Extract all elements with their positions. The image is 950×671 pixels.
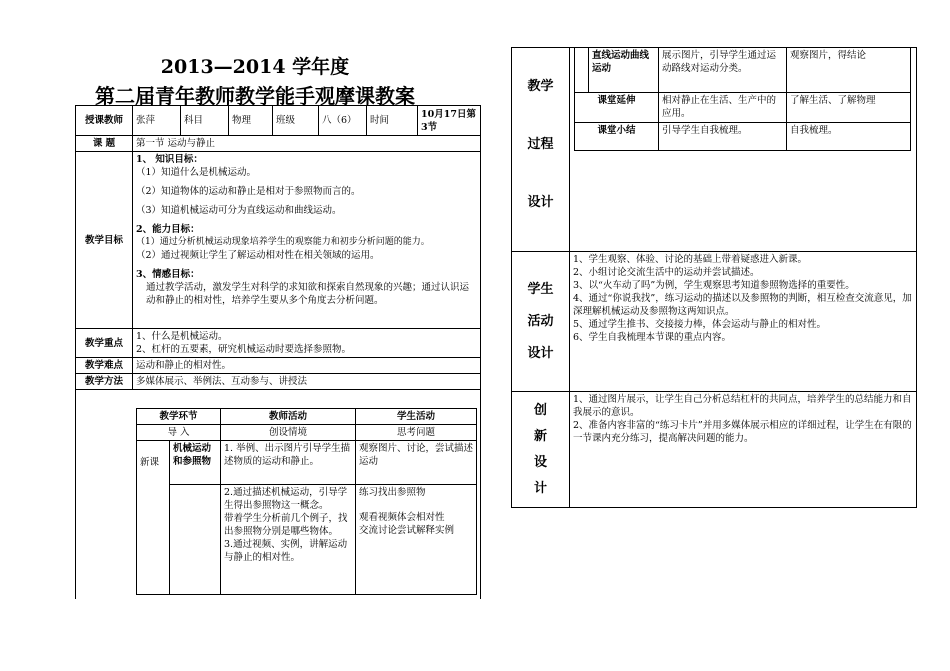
continuation-blank	[575, 48, 589, 92]
teacher-value: 张萍	[133, 106, 181, 136]
student-design-content	[570, 252, 917, 392]
emotion-heading: 3、情感目标：	[136, 269, 200, 280]
topic-label: 课 题	[76, 136, 133, 152]
methods-label: 教学方法	[76, 374, 133, 390]
section-title: 机械运动和参照物	[170, 441, 221, 485]
summary-student: 自我梳理。	[787, 122, 911, 150]
intro-stage: 导 入	[137, 425, 221, 441]
summary-title: 课堂小结	[575, 122, 659, 150]
class-label: 班级	[273, 106, 319, 136]
innovation-item: 2、准备内容非富的“练习卡片”并用多媒体展示相应的详细过程，让学生在有限的一节课内充分练习，提高解决问题的能力。	[573, 420, 912, 444]
teacher-activity: 带着学生分析前几个例子，找出参照物分别是哪些物体。	[224, 513, 348, 537]
innovation-design-label	[512, 392, 570, 508]
process-design-label	[512, 48, 570, 252]
line-motion-student: 观察图片，得结论	[787, 48, 911, 92]
new-lesson-label: 新课	[137, 441, 170, 485]
subject-label: 科目	[181, 106, 229, 136]
extension-student: 了解生活、了解物理	[787, 92, 911, 122]
innovation-label-part: 计	[533, 480, 547, 496]
keypoint-item: 1、什么是机械运动。	[136, 331, 228, 342]
process-label-part: 过程	[527, 137, 554, 152]
section-blank	[170, 485, 221, 595]
teacher-activities	[221, 485, 356, 595]
methods-value: 多媒体展示、举例法、互动参与、讲授法	[133, 374, 481, 390]
process-inner-table	[136, 408, 477, 595]
student-design-item: 1、学生观察、体验、讨论的基础上带着疑惑进入新课。	[573, 254, 808, 265]
teacher-activity: 2.通过描述机械运动，引导学生得出参照物这一概念。	[224, 487, 348, 511]
teacher-activity: 1. 举例、出示图片引导学生描述物质的运动和静止。	[221, 441, 356, 485]
summary-teacher: 引导学生自我梳理。	[659, 122, 787, 150]
objectives-label: 教学目标	[76, 152, 133, 329]
student-design-label	[512, 252, 570, 392]
intro-student: 思考问题	[356, 425, 477, 441]
knowledge-heading: 1、 知识目标：	[136, 154, 203, 165]
keypoints-label: 教学重点	[76, 329, 133, 358]
time-label: 时间	[367, 106, 418, 136]
process-header-teacher: 教师活动	[221, 409, 356, 425]
ability-heading: 2、能力目标：	[136, 224, 200, 235]
emotion-text: 通过教学活动，激发学生对科学的求知欲和探索自然现象的兴趣；通过认识运动和静止的相对性，培养学生要从多个角度去分析问题。	[146, 282, 470, 306]
title-year: 2013—2014 学年度	[160, 56, 350, 78]
innovation-label-part: 新	[533, 428, 547, 444]
process-label-part: 教学	[527, 79, 554, 94]
topic-value: 第一节 运动与静止	[133, 136, 481, 152]
process-continuation-table	[574, 48, 911, 151]
extension-teacher: 相对静止在生活、生产中的应用。	[659, 92, 787, 122]
process-continuation	[570, 48, 917, 252]
new-lesson-spacer	[137, 485, 170, 595]
line-motion-title: 直线运动曲线运动	[589, 48, 659, 92]
student-label-part: 设计	[527, 345, 554, 361]
innovation-label-part: 创	[533, 402, 547, 418]
student-label-part: 学生	[527, 281, 554, 297]
student-design-item: 2、小组讨论交流生活中的运动并尝试描述。	[573, 267, 760, 278]
teacher-label: 授课教师	[76, 106, 133, 136]
keypoints-content	[133, 329, 481, 358]
student-label-part: 活动	[527, 313, 554, 329]
lesson-plan-table	[75, 105, 481, 599]
process-header-student: 学生活动	[356, 409, 477, 425]
process-header-stage: 教学环节	[137, 409, 221, 425]
student-activity: 练习找出参照物	[359, 487, 426, 498]
knowledge-item: （1）知道什么是机械运动。	[136, 167, 257, 178]
knowledge-item: （2）知道物体的运动和静止是相对于参照物而言的。	[136, 186, 361, 197]
student-activity: 观察图片、讨论，尝试描述运动	[356, 441, 477, 485]
innovation-design-content	[570, 392, 917, 508]
teacher-activity: 3.通过视频、实例，讲解运动与静止的相对性。	[224, 539, 348, 563]
student-design-item: 6、学生自我梳理本节课的重点内容。	[573, 332, 732, 343]
student-activities	[356, 485, 477, 595]
ability-item: （1）通过分析机械运动现象培养学生的观察能力和初步分析问题的能力。	[136, 237, 430, 247]
student-design-item: 5、通过学生推书、交接接力棒，体会运动与静止的相对性。	[573, 319, 827, 330]
student-activity: 观看视频体会相对性	[359, 512, 445, 523]
extension-title: 课堂延伸	[575, 92, 659, 122]
line-motion-teacher: 展示图片，引导学生通过运动路线对运动分类。	[659, 48, 787, 92]
right-design-table	[511, 47, 917, 508]
difficulty-value: 运动和静止的相对性。	[133, 358, 481, 374]
innovation-item: 1、通过图片展示，让学生自己分析总结杠杆的共同点，培养学生的总结能力和自我展示的意识。	[573, 394, 912, 418]
intro-teacher: 创设情境	[221, 425, 356, 441]
ability-item: （2）通过视频让学生了解运动相对性在相关领域的运用。	[136, 250, 380, 261]
student-design-item: 3、以“火车动了吗”为例，学生观察思考知道参照物选择的重要性。	[573, 280, 855, 291]
difficulty-label: 教学难点	[76, 358, 133, 374]
knowledge-item: （3）知道机械运动可分为直线运动和曲线运动。	[136, 205, 342, 216]
objectives-content	[133, 152, 481, 329]
title-main: 第二届青年教师教学能手观摩课教案	[95, 84, 415, 108]
innovation-label-part: 设	[533, 454, 547, 470]
class-value: 八（6）	[319, 106, 367, 136]
subject-value: 物理	[229, 106, 273, 136]
time-value: 10月17日第3节	[418, 106, 481, 136]
process-cell	[76, 390, 481, 599]
student-activity: 交流讨论尝试解释实例	[359, 525, 455, 536]
student-design-item: 4、通过“你说我找”，练习运动的描述以及参照物的判断，相互检查交流意见，加深理解机械运动及参照物这两知识点。	[573, 293, 912, 317]
keypoint-item: 2、杠杆的五要素，研究机械运动时要选择参照物。	[136, 344, 352, 355]
process-label-part: 设计	[527, 195, 554, 210]
